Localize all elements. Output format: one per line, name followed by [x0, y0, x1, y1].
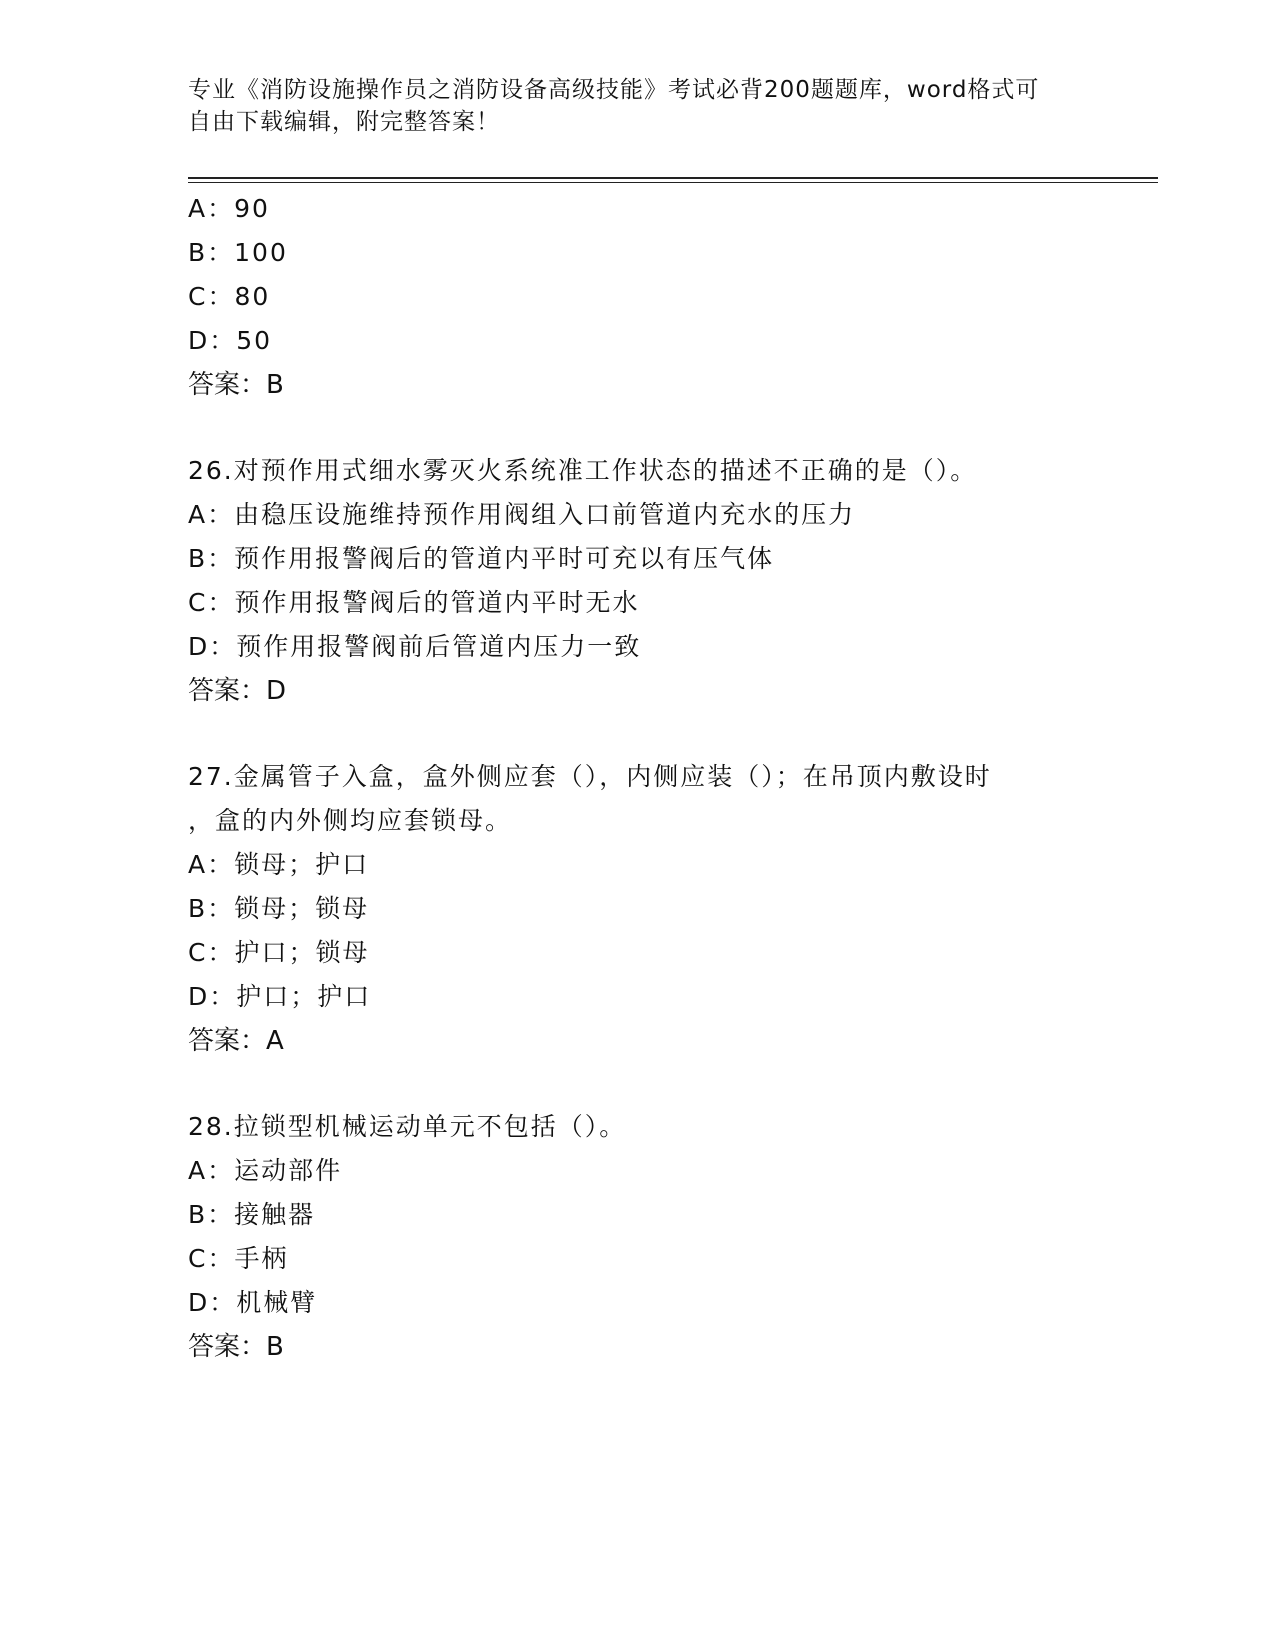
header-line-2: 自由下载编辑，附完整答案！ [188, 109, 500, 135]
q25-option-a: A：90 [188, 194, 270, 223]
document-header [188, 74, 1088, 138]
q28-option-a: A：运动部件 [188, 1156, 343, 1185]
q26-option-b: B：预作用报警阀后的管道内平时可充以有压气体 [188, 544, 775, 573]
q26-option-c: C：预作用报警阀后的管道内平时无水 [188, 588, 640, 617]
q27-option-a: A：锁母；护口 [188, 850, 370, 879]
q28-option-b: B：接触器 [188, 1200, 316, 1229]
q27-option-c: C：护口；锁母 [188, 938, 370, 967]
q27-stem-line-2: ，盒的内外侧均应套锁母。 [188, 806, 513, 835]
q27-answer: 答案：A [188, 1026, 284, 1056]
q26-answer: 答案：D [188, 676, 287, 706]
q26-option-a: A：由稳压设施维持预作用阀组入口前管道内充水的压力 [188, 500, 856, 529]
header-rule-thick [188, 177, 1158, 179]
q28-option-c: C：手柄 [188, 1244, 289, 1273]
q27-option-b: B：锁母；锁母 [188, 894, 370, 923]
q25-option-c: C：80 [188, 282, 271, 311]
q25-option-b: B：100 [188, 238, 288, 267]
q28-stem: 28.拉锁型机械运动单元不包括（）。 [188, 1112, 627, 1141]
q27-stem-line-1: 27.金属管子入盒，盒外侧应套（），内侧应装（）；在吊顶内敷设时 [188, 762, 992, 791]
q26-stem: 26.对预作用式细水雾灭火系统准工作状态的描述不正确的是（）。 [188, 456, 978, 485]
q25-option-d: D：50 [188, 326, 273, 355]
header-rule-thin [188, 182, 1158, 183]
q26-option-d: D：预作用报警阀前后管道内压力一致 [188, 632, 642, 661]
q25-answer: 答案：B [188, 370, 284, 400]
header-line-1: 专业《消防设施操作员之消防设备高级技能》考试必背200题题库，word格式可 [188, 77, 1040, 103]
q28-answer: 答案：B [188, 1332, 284, 1362]
q27-option-d: D：护口；护口 [188, 982, 372, 1011]
q28-option-d: D：机械臂 [188, 1288, 318, 1317]
